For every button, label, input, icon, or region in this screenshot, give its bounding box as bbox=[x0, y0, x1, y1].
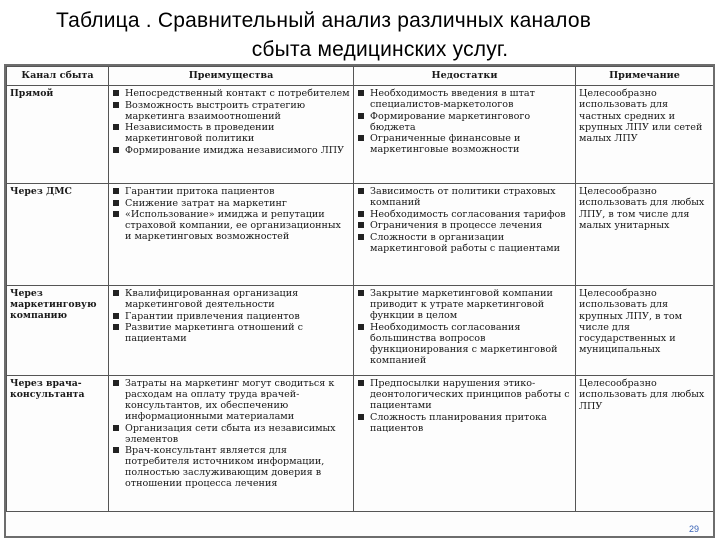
scanned-table-image bbox=[4, 64, 715, 538]
table-header-row bbox=[7, 67, 714, 86]
note-cell: Целесообразно использовать для любых ЛПУ, в том числе для малых унитарных bbox=[576, 184, 714, 286]
disadvantages-cell bbox=[354, 376, 576, 512]
bullet-square-icon bbox=[113, 188, 119, 194]
list-item: Возможность выстроить стратегию маркетинга взаимоотношений bbox=[112, 100, 350, 122]
advantages-cell bbox=[109, 184, 354, 286]
page-number: 29 bbox=[688, 524, 699, 534]
list-item: Формирование маркетингового бюджета bbox=[357, 111, 572, 133]
list-item: Формирование имиджа независимого ЛПУ bbox=[112, 145, 350, 156]
bullet-square-icon bbox=[113, 380, 119, 386]
bullet-square-icon bbox=[358, 135, 364, 141]
list-item: Необходимость согласования тарифов bbox=[357, 209, 572, 220]
bullet-square-icon bbox=[113, 447, 119, 453]
list-item: Ограниченные финансовые и маркетинговые возможности bbox=[357, 133, 572, 155]
table-row bbox=[7, 286, 714, 376]
title-line-2: сбыта медицинских услуг. bbox=[251, 38, 509, 61]
table-row bbox=[7, 184, 714, 286]
note-cell: Целесообразно использовать для частных средних и крупных ЛПУ или сетей малых ЛПУ bbox=[576, 86, 714, 184]
list-item: Ограничения в процессе лечения bbox=[357, 220, 572, 231]
list-item: Гарантии привлечения пациентов bbox=[112, 311, 350, 322]
list-item: Независимость в проведении маркетинговой политики bbox=[112, 122, 350, 144]
advantages-cell bbox=[109, 286, 354, 376]
advantages-cell bbox=[109, 376, 354, 512]
list-item: Сложность планирования притока пациентов bbox=[357, 412, 572, 434]
list-item: Закрытие маркетинговой компании приводит к утрате маркетинговой функции в целом bbox=[357, 288, 572, 321]
bullet-square-icon bbox=[358, 324, 364, 330]
bullet-square-icon bbox=[113, 90, 119, 96]
channel-cell: Через врача-консультанта bbox=[7, 376, 109, 512]
header-channel: Канал сбыта bbox=[7, 67, 109, 86]
bullet-square-icon bbox=[358, 234, 364, 240]
bullet-square-icon bbox=[358, 90, 364, 96]
bullet-square-icon bbox=[358, 188, 364, 194]
list-item: Организация сети сбыта из независимых элементов bbox=[112, 423, 350, 445]
disadvantages-cell bbox=[354, 184, 576, 286]
channel-cell: Прямой bbox=[7, 86, 109, 184]
disadvantages-cell bbox=[354, 286, 576, 376]
header-note: Примечание bbox=[576, 67, 714, 86]
bullet-square-icon bbox=[113, 324, 119, 330]
table-row bbox=[7, 376, 714, 512]
disadvantages-cell bbox=[354, 86, 576, 184]
bullet-square-icon bbox=[113, 290, 119, 296]
list-item: Развитие маркетинга отношений с пациентами bbox=[112, 322, 350, 344]
list-item: Снижение затрат на маркетинг bbox=[112, 198, 350, 209]
bullet-square-icon bbox=[358, 414, 364, 420]
comparison-table bbox=[6, 66, 714, 512]
channel-cell: Через маркетинговую компанию bbox=[7, 286, 109, 376]
note-cell: Целесообразно использовать для крупных ЛПУ, в том числе для государственных и муниципальных bbox=[576, 286, 714, 376]
list-item: Врач-консультант является для потребителя источником информации, полностью заслуживающим доверия в отношении процесса лечения bbox=[112, 445, 350, 489]
slide-title bbox=[40, 6, 690, 64]
bullet-square-icon bbox=[358, 222, 364, 228]
bullet-square-icon bbox=[113, 211, 119, 217]
bullet-square-icon bbox=[113, 200, 119, 206]
list-item: Зависимость от политики страховых компаний bbox=[357, 186, 572, 208]
bullet-square-icon bbox=[113, 147, 119, 153]
bullet-square-icon bbox=[113, 313, 119, 319]
bullet-square-icon bbox=[358, 211, 364, 217]
channel-cell: Через ДМС bbox=[7, 184, 109, 286]
bullet-square-icon bbox=[358, 113, 364, 119]
bullet-square-icon bbox=[358, 290, 364, 296]
list-item: Сложности в организации маркетинговой работы с пациентами bbox=[357, 232, 572, 254]
list-item: «Использование» имиджа и репутации страховой компании, ее организационных и маркетинговых возможностей bbox=[112, 209, 350, 242]
list-item: Необходимость согласования большинства вопросов функционирования с маркетинговой компанией bbox=[357, 322, 572, 366]
list-item: Квалифицированная организация маркетинговой деятельности bbox=[112, 288, 350, 310]
list-item: Непосредственный контакт с потребителем bbox=[112, 88, 350, 99]
advantages-cell bbox=[109, 86, 354, 184]
note-cell: Целесообразно использовать для любых ЛПУ bbox=[576, 376, 714, 512]
title-line-1: Таблица . Сравнительный анализ различных каналов bbox=[56, 9, 592, 32]
list-item: Необходимость введения в штат специалистов-маркетологов bbox=[357, 88, 572, 110]
list-item: Затраты на маркетинг могут сводиться к расходам на оплату труда врачей-консультантов, их обеспечению информационными материалами bbox=[112, 378, 350, 422]
bullet-square-icon bbox=[113, 102, 119, 108]
list-item: Предпосылки нарушения этико-деонтологических принципов работы с пациентами bbox=[357, 378, 572, 411]
bullet-square-icon bbox=[113, 124, 119, 130]
bullet-square-icon bbox=[358, 380, 364, 386]
table-row bbox=[7, 86, 714, 184]
list-item: Гарантии притока пациентов bbox=[112, 186, 350, 197]
bullet-square-icon bbox=[113, 425, 119, 431]
header-disadvantages: Недостатки bbox=[354, 67, 576, 86]
header-advantages: Преимущества bbox=[109, 67, 354, 86]
